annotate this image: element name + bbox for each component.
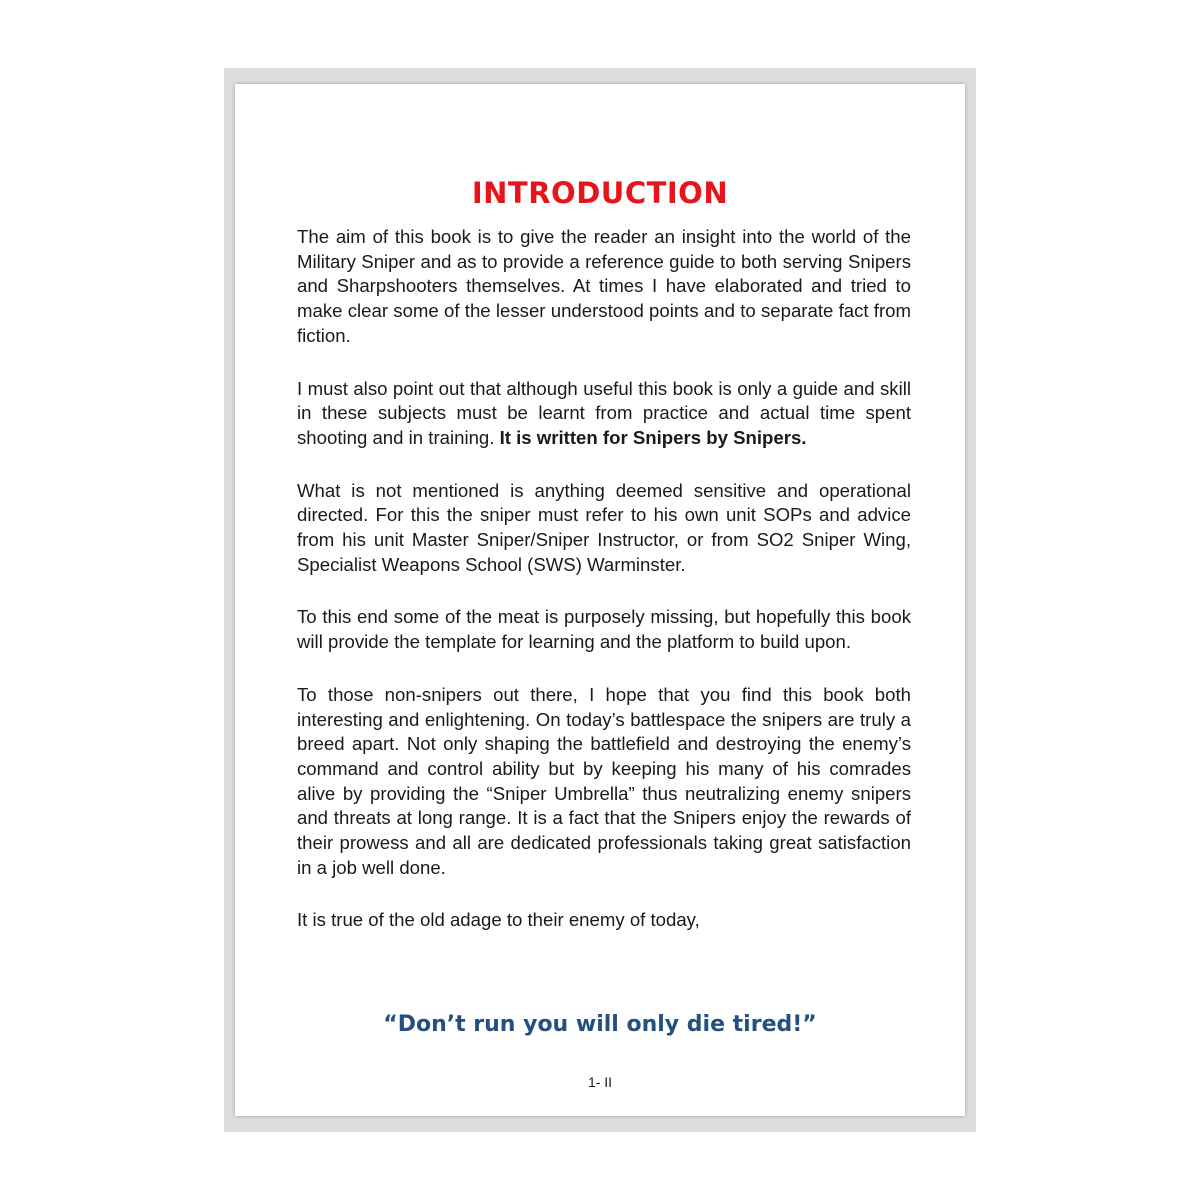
paragraph-template: To this end some of the meat is purposely missing, but hopefully this book will provide the template for learning and the platform to build upon. [297, 606, 911, 653]
document-page [235, 84, 965, 1116]
paragraph-guide-bold: It is written for Snipers by Snipers. [499, 426, 807, 448]
paragraph-adage: It is true of the old adage to their enemy of today, [297, 909, 700, 931]
paragraph-guide [297, 377, 911, 451]
paragraph-aim: The aim of this book is to give the reader an insight into the world of the Military Sniper and as to provide a reference guide to both serving Snipers and Sharpshooters themselves. At times I have elaborated and tried to make clear some of the lesser understood points and to separate fact from fiction. [297, 226, 911, 346]
page-number: 1- II [587, 1074, 613, 1090]
page-frame [224, 68, 976, 1132]
closing-quote: “Don’t run you will only die tired!” [383, 1012, 817, 1037]
body-text [297, 225, 911, 933]
paragraph-guide-text: I must also point out that although useful this book is only a guide and skill in these subjects must be learnt from practice and actual time spent shooting and in training. [297, 377, 911, 448]
paragraph-non-snipers: To those non-snipers out there, I hope that you find this book both interesting and enlightening. On today’s battlespace the snipers are truly a breed apart. Not only shaping the battlefield and destroying the enemy’s command and control ability but by keeping his many of his comrades alive by providing the “Sniper Umbrella” thus neutralizing enemy snipers and threats at long range. It is a fact that the Snipers enjoy the rewards of their prowess and all are dedicated professionals taking great satisfaction in a job well done. [297, 683, 911, 878]
page-title: INTRODUCTION [471, 176, 729, 210]
paragraph-sensitive: What is not mentioned is anything deemed sensitive and operational directed. For this the sniper must refer to his own unit SOPs and advice from his unit Master Sniper/Sniper Instructor, or from SO2 Sniper Wing, Specialist Weapons School (SWS) Warminster. [297, 479, 911, 575]
